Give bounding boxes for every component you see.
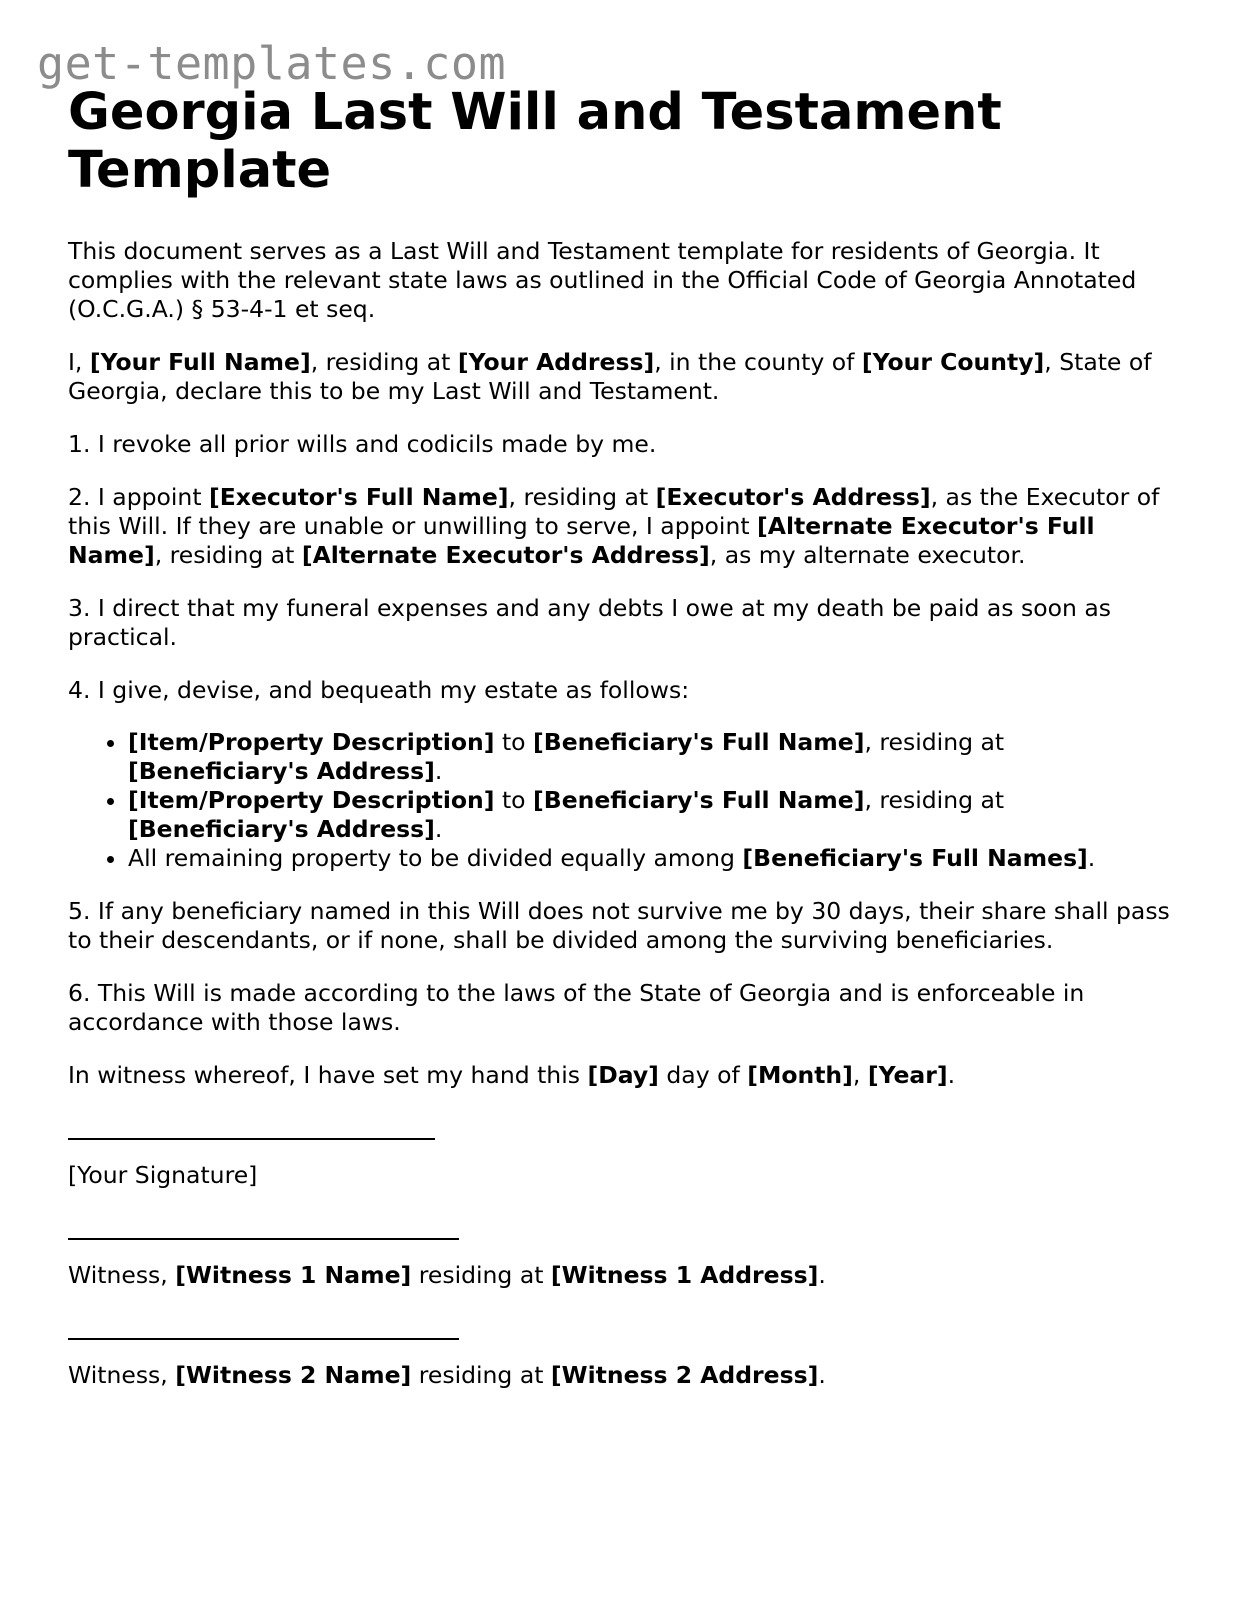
clause-6: 6. This Will is made according to the laws of the State of Georgia and is enforceable in accordance with those laws. bbox=[68, 979, 1085, 1036]
witness-2-address-placeholder: [Witness 2 Address] bbox=[550, 1361, 819, 1389]
beneficiary-address-placeholder: [Beneficiary's Address] bbox=[128, 757, 435, 785]
watermark: get-templates.com bbox=[37, 37, 507, 90]
page-title: Georgia Last Will and Testament Template bbox=[68, 83, 1002, 200]
intro-paragraph: This document serves as a Last Will and Testament template for residents of Georgia. It complies with the relevant state laws as outlined in the Official Code of Georgia Annotated (O.C.G.A.) § 53-4-1 et seq. bbox=[68, 237, 1137, 323]
list-item: • [Item/Property Description] to [Beneficiary's Full Name], residing at [Beneficiary's Address]. bbox=[128, 786, 1180, 844]
bequest-list bbox=[68, 728, 1180, 873]
witness-1-signature-line[interactable] bbox=[68, 1238, 459, 1240]
executor-address-placeholder: [Executor's Address] bbox=[655, 483, 931, 511]
clause-4: 4. I give, devise, and bequeath my estate as follows: bbox=[68, 676, 690, 704]
full-name-placeholder: [Your Full Name] bbox=[89, 348, 311, 376]
alt-executor-name-placeholder: [Alternate Executor's Full Name] bbox=[68, 512, 1095, 569]
witness-2-signature-line[interactable] bbox=[68, 1338, 459, 1340]
item-placeholder: [Item/Property Description] bbox=[128, 728, 495, 756]
item-placeholder: [Item/Property Description] bbox=[128, 786, 495, 814]
witness-2-label: Witness, [Witness 2 Name] residing at [Witness 2 Address]. bbox=[68, 1361, 826, 1389]
witness-1-label: Witness, [Witness 1 Name] residing at [Witness 1 Address]. bbox=[68, 1261, 826, 1289]
clause-1: 1. I revoke all prior wills and codicils made by me. bbox=[68, 430, 657, 458]
beneficiary-address-placeholder: [Beneficiary's Address] bbox=[128, 815, 435, 843]
clause-5: 5. If any beneficiary named in this Will does not survive me by 30 days, their share shall pass to their descendants, or if none, shall be divided among the surviving beneficiaries. bbox=[68, 897, 1170, 954]
county-placeholder: [Your County] bbox=[861, 348, 1045, 376]
month-placeholder: [Month] bbox=[747, 1061, 853, 1089]
alt-executor-address-placeholder: [Alternate Executor's Address] bbox=[301, 541, 710, 569]
document-page bbox=[68, 84, 1180, 1390]
declaration-paragraph: I, [Your Full Name], residing at [Your Address], in the county of [Your County], State of Georgia, declare this to be my Last Will and Testament. bbox=[68, 348, 1152, 405]
clause-3: 3. I direct that my funeral expenses and any debts I owe at my death be paid as soon as practical. bbox=[68, 594, 1112, 651]
list-item: • All remaining property to be divided equally among [Beneficiary's Full Names]. bbox=[128, 844, 1180, 873]
witness-1-name-placeholder: [Witness 1 Name] bbox=[175, 1261, 412, 1289]
witness-1-address-placeholder: [Witness 1 Address] bbox=[550, 1261, 819, 1289]
address-placeholder: [Your Address] bbox=[457, 348, 655, 376]
list-item: • [Item/Property Description] to [Beneficiary's Full Name], residing at [Beneficiary's Address]. bbox=[128, 728, 1180, 786]
day-placeholder: [Day] bbox=[587, 1061, 659, 1089]
signature-line[interactable] bbox=[68, 1138, 435, 1140]
year-placeholder: [Year] bbox=[867, 1061, 948, 1089]
beneficiary-name-placeholder: [Beneficiary's Full Name] bbox=[533, 786, 865, 814]
signature-label: [Your Signature] bbox=[68, 1161, 258, 1189]
beneficiary-names-placeholder: [Beneficiary's Full Names] bbox=[742, 844, 1088, 872]
witness-clause: In witness whereof, I have set my hand this [Day] day of [Month], [Year]. bbox=[68, 1061, 956, 1089]
witness-2-name-placeholder: [Witness 2 Name] bbox=[175, 1361, 412, 1389]
executor-name-placeholder: [Executor's Full Name] bbox=[209, 483, 509, 511]
clause-2: 2. I appoint [Executor's Full Name], residing at [Executor's Address], as the Executor of this Will. If they are unable or unwilling to serve, I appoint [Alternate Executor's Full Name], residing at [Alternate Executor's Address], as my alternate executor. bbox=[68, 483, 1160, 569]
beneficiary-name-placeholder: [Beneficiary's Full Name] bbox=[533, 728, 865, 756]
